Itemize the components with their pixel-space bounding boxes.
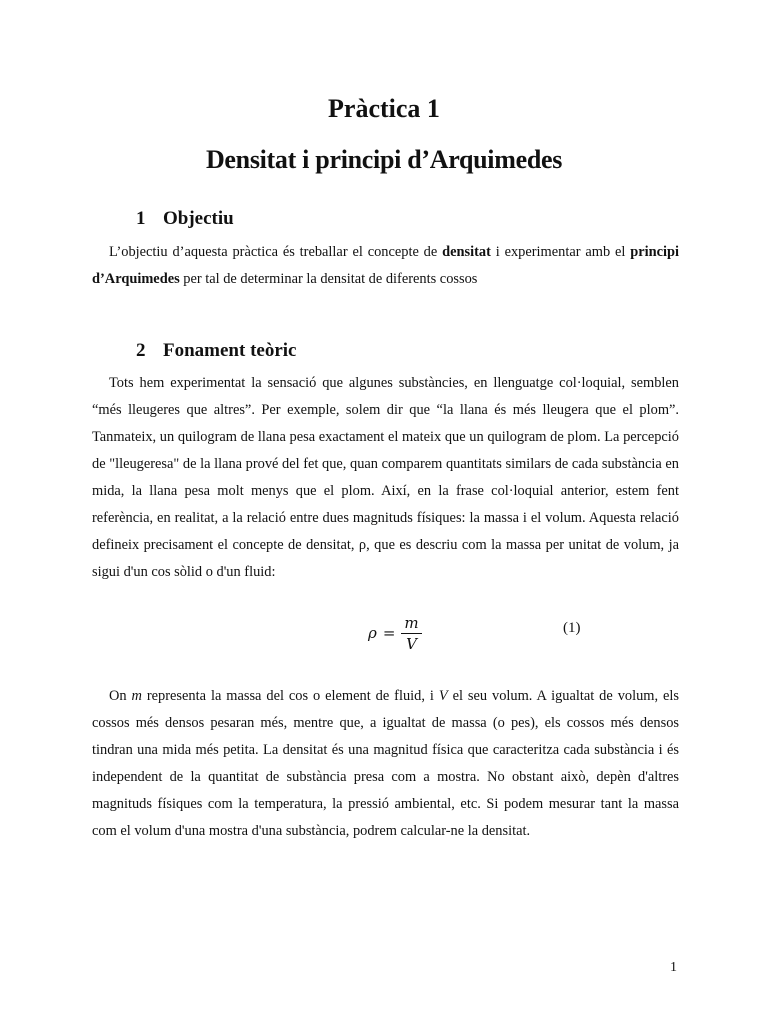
text-run: per tal de determinar la densitat de diferents cossos [179,271,478,287]
section-heading-objectiu [136,208,234,230]
density-equation [92,610,679,660]
equation-equals: = [382,624,396,642]
theory-paragraph-1: Tots hem experimentat la sensació que algunes substàncies, en llenguatge col·loquial, semblen “més lleugeres que altres”. Per exemple, solem dir que “la llana és més lleugera que el plom”. Tanmateix, un quilogram de llana pesa exactament el mateix que un quilogram de plom. La percepció de "lleugeresa" de la llana prové del fet que, quan comparem quantitats similars de cada substància en mida, la llana pesa molt menys que el plom. Així, en la frase col·loquial anterior, estem fent referència, en realitat, a la relació entre dues magnituds físiques: la massa i el volum. Aquesta relació defineix precisament el concepte de densitat, ρ, que es descriu com la massa per unitat de volum, ja sigui d'un cos sòlid o d'un fluid: [92,375,679,580]
italic-symbol-m: m [131,688,142,704]
text-run: L’objectiu d’aquesta pràctica és treballar el concepte de [109,244,443,260]
equation-denominator: V [406,634,417,653]
equation-fraction [401,614,421,653]
equation-numerator: m [401,614,421,634]
text-run: On [109,688,132,704]
document-title: Pràctica 1 [328,94,440,123]
page-number: 1 [670,960,677,975]
objective-paragraph [92,239,679,293]
equation-rho: ρ [368,624,377,642]
italic-symbol-v: V [438,688,448,704]
text-run: representa la massa del cos o element de fluid, i [141,688,439,704]
text-run: i experimentar amb el [490,244,631,260]
equation-body [368,610,422,656]
bold-term-principi: principi d’Arquimedes [92,244,680,287]
section-heading-fonament [136,340,296,362]
section-number: 2 [136,340,146,361]
theory-paragraph-2 [92,683,679,845]
text-run: el seu volum. A igualtat de volum, els cossos més densos pesaran més, mentre que, a igualtat de massa (o pes), els cossos més densos tindran una mida més petita. La densitat és una magnitud física que caracteritza cada substància i és independent de la quantitat de substància presa com a mostra. No obstant això, depèn d'altres magnituds físiques com la temperatura, la pressió ambiental, etc. Si podem mesurar tant la massa com el volum d'una mostra d'una substància, podrem calcular-ne la densitat. [92,688,679,839]
section-title: Objectiu [163,208,234,229]
document-subtitle: Densitat i principi d’Arquimedes [205,145,563,174]
bold-term-densitat: densitat [442,244,491,260]
section-title: Fonament teòric [163,340,297,361]
equation-number: (1) [563,620,581,636]
section-number: 1 [136,208,146,229]
